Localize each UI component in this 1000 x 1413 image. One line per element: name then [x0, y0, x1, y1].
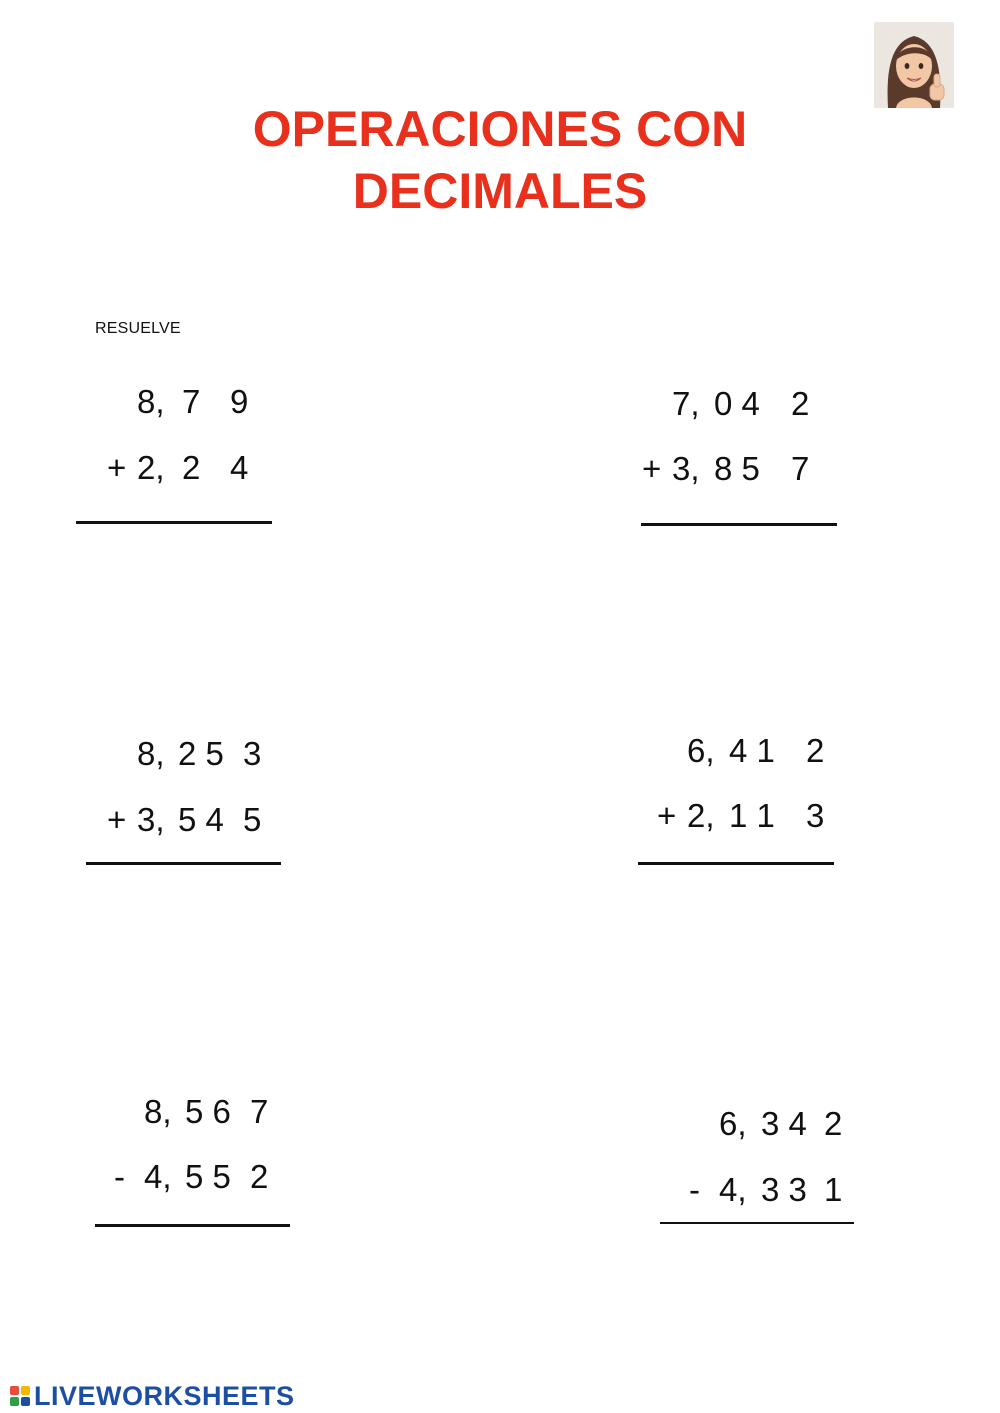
- digit-last: 7: [791, 450, 810, 487]
- digit-last: 2: [791, 385, 810, 422]
- operator-sign: -: [114, 1158, 125, 1195]
- memoji-thumbs-up-icon: [874, 22, 954, 108]
- answer-line: [641, 523, 837, 526]
- digit-decimals: 0 4: [714, 385, 760, 422]
- answer-line: [638, 862, 834, 865]
- operation-4: [638, 731, 838, 866]
- digit-decimals: 5 6: [185, 1093, 231, 1130]
- digit-integer: 6,: [687, 732, 715, 769]
- answer-line: [76, 521, 272, 524]
- digit-integer: 3,: [672, 450, 700, 487]
- digit-last: 4: [230, 449, 249, 486]
- operation-1: [76, 382, 276, 527]
- answer-line: [660, 1222, 854, 1224]
- operator-sign: -: [689, 1171, 700, 1208]
- digit-decimals: 2 5: [178, 735, 224, 772]
- digit-last: 2: [824, 1105, 843, 1142]
- digit-decimals: 7: [182, 383, 201, 420]
- operator-sign: +: [642, 450, 662, 487]
- operation-2: [641, 384, 841, 529]
- logo-block-yellow: [21, 1386, 30, 1395]
- operation-6: [660, 1104, 860, 1229]
- digit-integer: 8,: [137, 735, 165, 772]
- digit-last: 7: [250, 1093, 269, 1130]
- answer-line: [86, 862, 281, 865]
- digit-decimals: 2: [182, 449, 201, 486]
- digit-integer: 8,: [137, 383, 165, 420]
- digit-last: 2: [250, 1158, 269, 1195]
- digit-last: 5: [243, 801, 262, 838]
- brand-name: LIVEWORKSHEETS: [34, 1380, 295, 1411]
- digit-integer: 6,: [719, 1105, 747, 1142]
- title-line-2: DECIMALES: [352, 163, 648, 219]
- operation-5: [95, 1092, 295, 1232]
- digit-last: 3: [806, 797, 825, 834]
- digit-decimals: 5 5: [185, 1158, 231, 1195]
- digit-last: 1: [824, 1171, 843, 1208]
- operator-sign: +: [107, 801, 127, 838]
- digit-decimals: 4 1: [729, 732, 775, 769]
- liveworksheets-logo-icon: [10, 1386, 30, 1406]
- operator-sign: +: [657, 797, 677, 834]
- digit-integer: 4,: [144, 1158, 172, 1195]
- instruction-label: RESUELVE: [95, 320, 181, 337]
- logo-block-red: [10, 1386, 19, 1395]
- operation-3: [86, 734, 286, 869]
- digit-last: 2: [806, 732, 825, 769]
- answer-line: [95, 1224, 290, 1227]
- digit-decimals: 3 4: [761, 1105, 807, 1142]
- digit-integer: 8,: [144, 1093, 172, 1130]
- digit-decimals: 8 5: [714, 450, 760, 487]
- worksheet-title: [0, 98, 1000, 222]
- logo-block-blue: [21, 1397, 30, 1406]
- operator-sign: +: [107, 449, 127, 486]
- digit-decimals: 1 1: [729, 797, 775, 834]
- digit-decimals: 5 4: [178, 801, 224, 838]
- logo-block-green: [10, 1397, 19, 1406]
- digit-integer: 2,: [137, 449, 165, 486]
- digit-last: 3: [243, 735, 262, 772]
- title-line-1: OPERACIONES CON: [252, 101, 748, 157]
- digit-decimals: 3 3: [761, 1171, 807, 1208]
- digit-integer: 7,: [672, 385, 700, 422]
- digit-integer: 2,: [687, 797, 715, 834]
- digit-integer: 4,: [719, 1171, 747, 1208]
- footer-brand: [10, 1380, 295, 1412]
- digit-integer: 3,: [137, 801, 165, 838]
- digit-last: 9: [230, 383, 249, 420]
